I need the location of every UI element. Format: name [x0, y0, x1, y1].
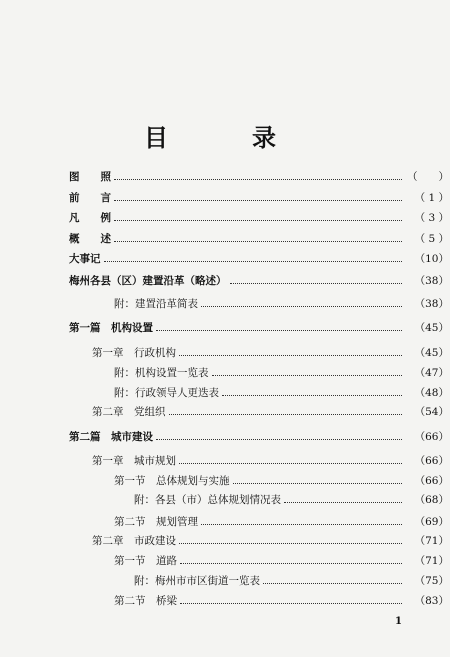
toc-entry-page: （47）	[414, 366, 449, 379]
leader-dots	[114, 240, 402, 242]
toc-entry-label: 第二章 党组织	[92, 405, 166, 418]
leader-dots	[284, 501, 402, 503]
leader-dots	[114, 219, 402, 221]
toc-entry-page: （ 5 ）	[414, 232, 449, 245]
leader-dots	[179, 462, 402, 464]
leader-dots	[114, 178, 402, 180]
toc-entry-page: （66）	[414, 474, 449, 487]
toc-entry-page: （54）	[414, 405, 449, 418]
toc-entry-page: （10）	[414, 252, 449, 265]
toc-entry	[0, 489, 450, 509]
toc-entry	[0, 511, 450, 531]
leader-dots	[179, 354, 402, 356]
leader-dots	[180, 562, 402, 564]
toc-entry-label: 第二节 桥梁	[114, 594, 177, 607]
leader-dots	[222, 394, 402, 396]
toc-entry-label: 第一节 道路	[114, 554, 177, 567]
toc-entry-label: 第一节 总体规划与实施	[114, 474, 230, 487]
leader-dots	[263, 582, 402, 584]
toc-entry-label: 第二篇 城市建设	[69, 430, 153, 443]
toc-entry-page: （45）	[414, 321, 449, 334]
toc-entry	[0, 207, 450, 227]
toc-entry-label: 第二章 市政建设	[92, 534, 176, 547]
toc-entry-label: 附：各县（市）总体规划情况表	[134, 493, 281, 506]
toc-entry-page: （38）	[414, 274, 449, 287]
toc-entry	[0, 426, 450, 446]
toc-entry	[0, 590, 450, 610]
leader-dots	[156, 438, 402, 440]
leader-dots	[156, 329, 402, 331]
toc-entry	[0, 530, 450, 550]
toc-entry-page: （71）	[414, 534, 449, 547]
toc-entry-label: 概 述	[69, 232, 111, 245]
toc-entry-page: （ 3 ）	[414, 211, 449, 224]
page-number: 1	[395, 616, 402, 627]
toc-entry-label: 前 言	[69, 191, 111, 204]
leader-dots	[104, 260, 403, 262]
toc-entry	[0, 228, 450, 248]
leader-dots	[233, 482, 403, 484]
toc-entry-page: （48）	[414, 386, 449, 399]
toc-entry-page: （38）	[414, 297, 449, 310]
toc-entry	[0, 470, 450, 490]
toc-entry-page: （ ）	[407, 170, 449, 183]
toc-entry-label: 第一篇 机构设置	[69, 321, 153, 334]
leader-dots	[169, 413, 403, 415]
toc-entry-page: （66）	[414, 430, 449, 443]
toc-entry	[0, 382, 450, 402]
toc-entry-page: （69）	[414, 515, 449, 528]
toc-entry-page: （66）	[414, 454, 449, 467]
toc-entry-label: 附：行政领导人更迭表	[114, 386, 219, 399]
toc-entry-label: 凡 例	[69, 211, 111, 224]
page-title: 目 录	[144, 124, 306, 152]
toc-entry-label: 图 照	[69, 170, 111, 183]
toc-entry-page: （45）	[414, 346, 449, 359]
toc-entry-label: 第一章 城市规划	[92, 454, 176, 467]
toc-entry	[0, 570, 450, 590]
toc-entry-page: （83）	[414, 594, 449, 607]
toc-entry	[0, 401, 450, 421]
toc-entry	[0, 362, 450, 382]
toc-entry-label: 大事记	[69, 252, 101, 265]
toc-entry	[0, 166, 450, 186]
toc-entry-label: 附：建置沿革简表	[114, 297, 198, 310]
leader-dots	[201, 523, 402, 525]
toc-entry-page: （71）	[414, 554, 449, 567]
toc-entry	[0, 270, 450, 290]
leader-dots	[114, 199, 402, 201]
toc-entry-label: 梅州各县（区）建置沿革（略述）	[69, 274, 227, 287]
toc-entry	[0, 293, 450, 313]
leader-dots	[179, 542, 402, 544]
toc-entry	[0, 450, 450, 470]
toc-entry-label: 第一章 行政机构	[92, 346, 176, 359]
toc-entry-page: （75）	[414, 574, 449, 587]
toc-entry-page: （68）	[414, 493, 449, 506]
toc-entry	[0, 317, 450, 337]
leader-dots	[212, 374, 403, 376]
leader-dots	[230, 282, 403, 284]
toc-entry-label: 附：梅州市市区街道一览表	[134, 574, 260, 587]
toc-entry	[0, 248, 450, 268]
toc-entry	[0, 550, 450, 570]
toc-entry-label: 第二节 规划管理	[114, 515, 198, 528]
toc-entry	[0, 342, 450, 362]
toc-entry-page: （ 1 ）	[414, 191, 449, 204]
toc-entry	[0, 187, 450, 207]
leader-dots	[201, 305, 402, 307]
leader-dots	[180, 602, 402, 604]
toc-entry-label: 附：机构设置一览表	[114, 366, 209, 379]
